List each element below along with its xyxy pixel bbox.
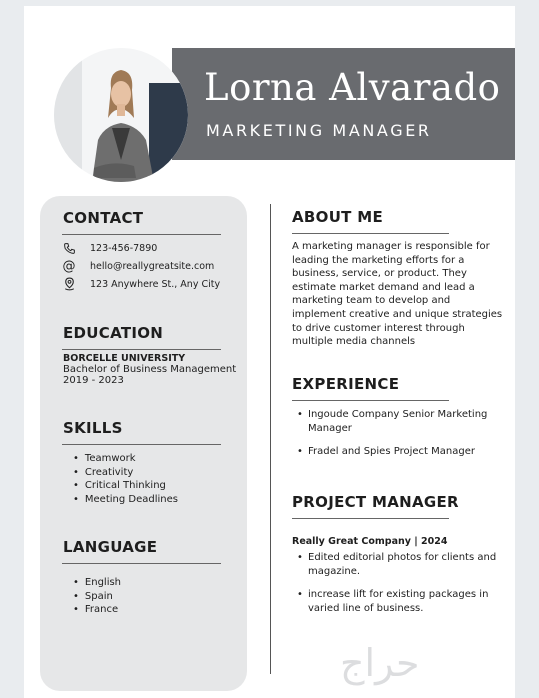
contact-address-text: 123 Anywhere St., Any City bbox=[90, 278, 221, 290]
list-item: • Fradel and Spies Project Manager bbox=[292, 445, 497, 459]
project-heading: PROJECT MANAGER bbox=[292, 493, 459, 511]
list-item: • Critical Thinking bbox=[73, 479, 178, 493]
list-item: • France bbox=[73, 603, 121, 617]
contact-divider bbox=[62, 234, 221, 235]
experience-heading: EXPERIENCE bbox=[292, 375, 400, 393]
contact-phone bbox=[62, 240, 157, 256]
about-line: estimate market demand and lead a bbox=[292, 281, 475, 293]
about-line: to drive customer interest through bbox=[292, 322, 465, 334]
list-item: • increase lift for existing packages in varied line of business. bbox=[292, 588, 504, 616]
experience-list bbox=[292, 408, 497, 459]
column-divider bbox=[270, 204, 271, 674]
contact-email-text: hello@reallygreatsite.com bbox=[90, 260, 215, 272]
skills-heading: SKILLS bbox=[63, 419, 123, 437]
about-text bbox=[292, 240, 502, 349]
resume-page bbox=[24, 6, 515, 698]
list-item: • Spain bbox=[73, 590, 121, 604]
experience-divider bbox=[292, 400, 449, 401]
contact-phone-text: 123-456-7890 bbox=[90, 242, 158, 254]
skills-divider bbox=[62, 444, 221, 445]
language-heading: LANGUAGE bbox=[63, 538, 158, 556]
about-line: multiple media channels bbox=[292, 336, 416, 348]
education-years: 2019 - 2023 bbox=[63, 375, 124, 386]
about-line: leading the marketing efforts for a bbox=[292, 254, 465, 266]
about-line: implement creative and unique strategies bbox=[292, 308, 503, 320]
skills-list bbox=[73, 452, 178, 506]
list-item: • Edited editorial photos for clients and magazine. bbox=[292, 551, 504, 579]
language-list bbox=[73, 576, 121, 617]
language-divider bbox=[62, 563, 221, 564]
about-line: business, service, or product. They bbox=[292, 268, 467, 280]
contact-heading: CONTACT bbox=[63, 209, 144, 227]
profile-photo bbox=[54, 48, 188, 182]
about-line: A marketing manager is responsible for bbox=[292, 241, 490, 252]
phone-icon bbox=[62, 241, 76, 255]
contact-email bbox=[62, 258, 214, 274]
person-name: Lorna Alvarado bbox=[204, 66, 501, 109]
education-heading: EDUCATION bbox=[63, 324, 164, 342]
education-school: BORCELLE UNIVERSITY bbox=[63, 353, 186, 364]
list-item: • English bbox=[73, 576, 121, 590]
list-item: • Ingoude Company Senior Marketing Manager bbox=[292, 408, 497, 436]
project-company: Really Great Company | 2024 bbox=[292, 536, 448, 547]
about-line: marketing team to develop and bbox=[292, 295, 451, 307]
list-item: • Creativity bbox=[73, 466, 178, 480]
about-divider bbox=[292, 233, 449, 234]
watermark: حراج bbox=[340, 641, 420, 685]
email-icon: @ bbox=[62, 258, 76, 274]
about-heading: ABOUT ME bbox=[292, 208, 384, 226]
location-icon bbox=[62, 277, 76, 291]
list-item: • Meeting Deadlines bbox=[73, 493, 178, 507]
contact-address bbox=[62, 276, 220, 292]
project-list bbox=[292, 551, 504, 616]
education-degree: Bachelor of Business Management bbox=[63, 364, 237, 375]
project-divider bbox=[292, 518, 449, 519]
list-item: • Teamwork bbox=[73, 452, 178, 466]
job-title: MARKETING MANAGER bbox=[206, 121, 432, 140]
education-divider bbox=[62, 349, 221, 350]
